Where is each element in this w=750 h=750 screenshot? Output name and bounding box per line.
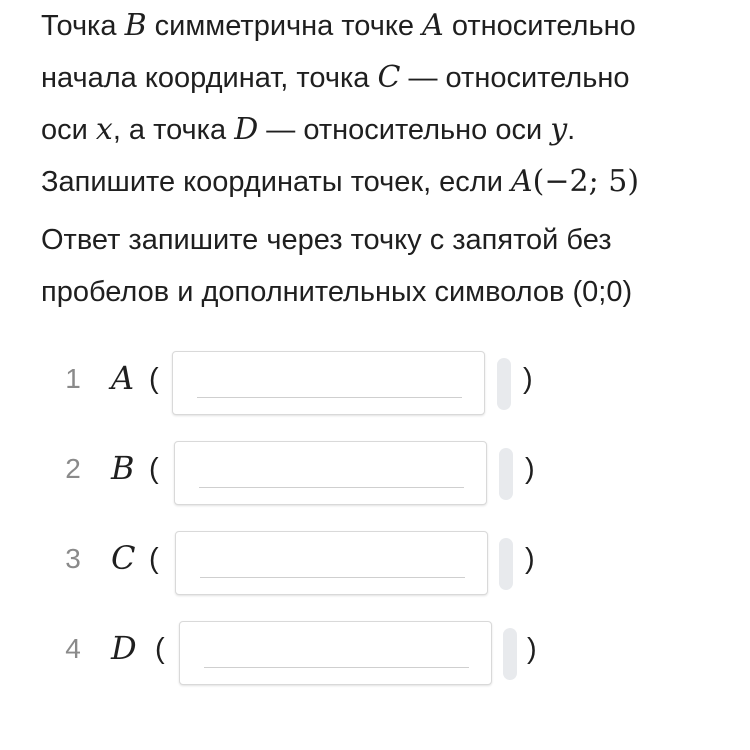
text-fragment: симметрична точке	[146, 10, 423, 42]
input-underline	[204, 667, 469, 668]
question-line-2	[41, 52, 731, 104]
drag-handle[interactable]	[497, 358, 511, 410]
row-point-label: C	[111, 539, 136, 577]
question-line-4	[41, 156, 731, 208]
question-line-1	[41, 0, 731, 52]
input-underline	[199, 487, 464, 488]
instruction-line-2: пробелов и дополнительных символов (0;0)	[41, 276, 633, 308]
close-paren: )	[525, 543, 535, 575]
drag-handle[interactable]	[499, 448, 513, 500]
text-fragment: оси	[41, 114, 96, 146]
row-number: 2	[65, 453, 81, 484]
math-point-a: A	[422, 8, 444, 43]
close-paren: )	[527, 633, 537, 665]
text-fragment: Запишите координаты точек, если	[41, 166, 511, 198]
text-fragment: — относительно	[400, 62, 630, 94]
coordinates-input-d[interactable]	[179, 621, 492, 685]
input-underline	[197, 397, 462, 398]
open-paren: (	[149, 543, 159, 575]
answer-row-c	[61, 531, 621, 597]
math-axis-y: y	[550, 112, 568, 147]
coordinates-input-a[interactable]	[172, 351, 485, 415]
input-underline	[200, 577, 465, 578]
instruction-line-1: Ответ запишите через точку с запятой без	[41, 224, 612, 256]
text-fragment: , а точка	[112, 114, 235, 146]
coordinates-input-c[interactable]	[175, 531, 488, 595]
row-point-label: A	[111, 359, 135, 397]
math-point-a: A	[511, 164, 533, 199]
drag-handle[interactable]	[499, 538, 513, 590]
open-paren: (	[155, 633, 165, 665]
answer-instruction	[41, 214, 731, 318]
answer-row-d	[61, 621, 621, 687]
math-point-d: D	[234, 112, 259, 147]
close-paren: )	[525, 453, 535, 485]
text-fragment: относительно	[443, 10, 636, 42]
drag-handle[interactable]	[503, 628, 517, 680]
text-fragment: — относительно оси	[258, 114, 551, 146]
math-axis-x: x	[95, 112, 113, 147]
row-number: 3	[65, 543, 81, 574]
row-point-label: D	[111, 629, 137, 667]
answer-row-a	[61, 351, 621, 417]
answer-row-b	[61, 441, 621, 507]
row-number: 1	[65, 363, 81, 394]
text-fragment: Точка	[41, 10, 125, 42]
row-point-label: B	[111, 449, 135, 487]
text-fragment: начала координат, точка	[41, 62, 378, 94]
coordinates-input-b[interactable]	[174, 441, 487, 505]
math-point-c: C	[377, 60, 401, 95]
open-paren: (	[149, 363, 159, 395]
row-number: 4	[65, 633, 81, 664]
question-line-3	[41, 104, 731, 156]
math-coordinates: (−2; 5)	[532, 164, 640, 199]
math-point-b: B	[124, 8, 147, 43]
open-paren: (	[149, 453, 159, 485]
question-text	[41, 0, 731, 208]
text-fragment: .	[567, 114, 576, 146]
close-paren: )	[523, 363, 533, 395]
